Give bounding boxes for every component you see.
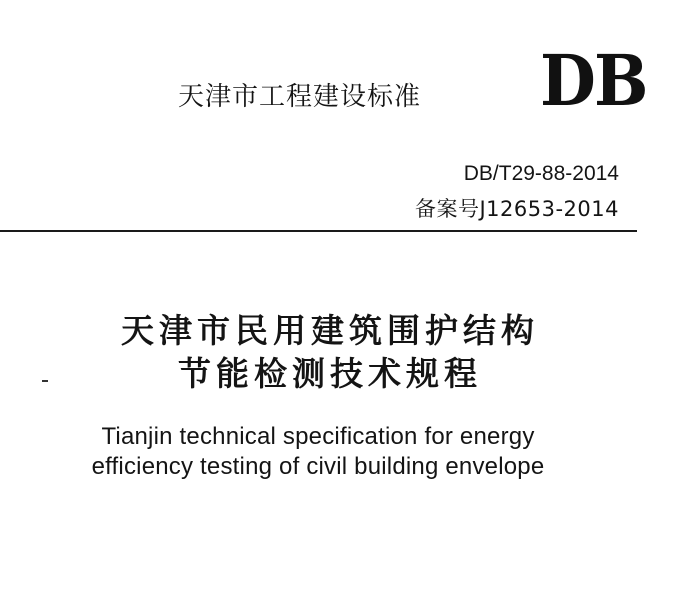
db-logo: DB: [540, 39, 647, 122]
scan-speck: [42, 380, 48, 382]
chinese-title-line-1: 天津市民用建筑围护结构: [121, 311, 539, 350]
english-title-line-1: Tianjin technical specification for energy: [101, 423, 535, 450]
filing-number: 备案号J12653-2014: [414, 197, 619, 221]
english-title-line-2: efficiency testing of civil building envelope: [91, 453, 545, 480]
chinese-title-line-2: 节能检测技术规程: [178, 354, 482, 393]
horizontal-divider: [0, 230, 637, 232]
standard-series-name: 天津市工程建设标准: [178, 82, 422, 112]
standard-code: DB/T29-88-2014: [463, 162, 619, 185]
